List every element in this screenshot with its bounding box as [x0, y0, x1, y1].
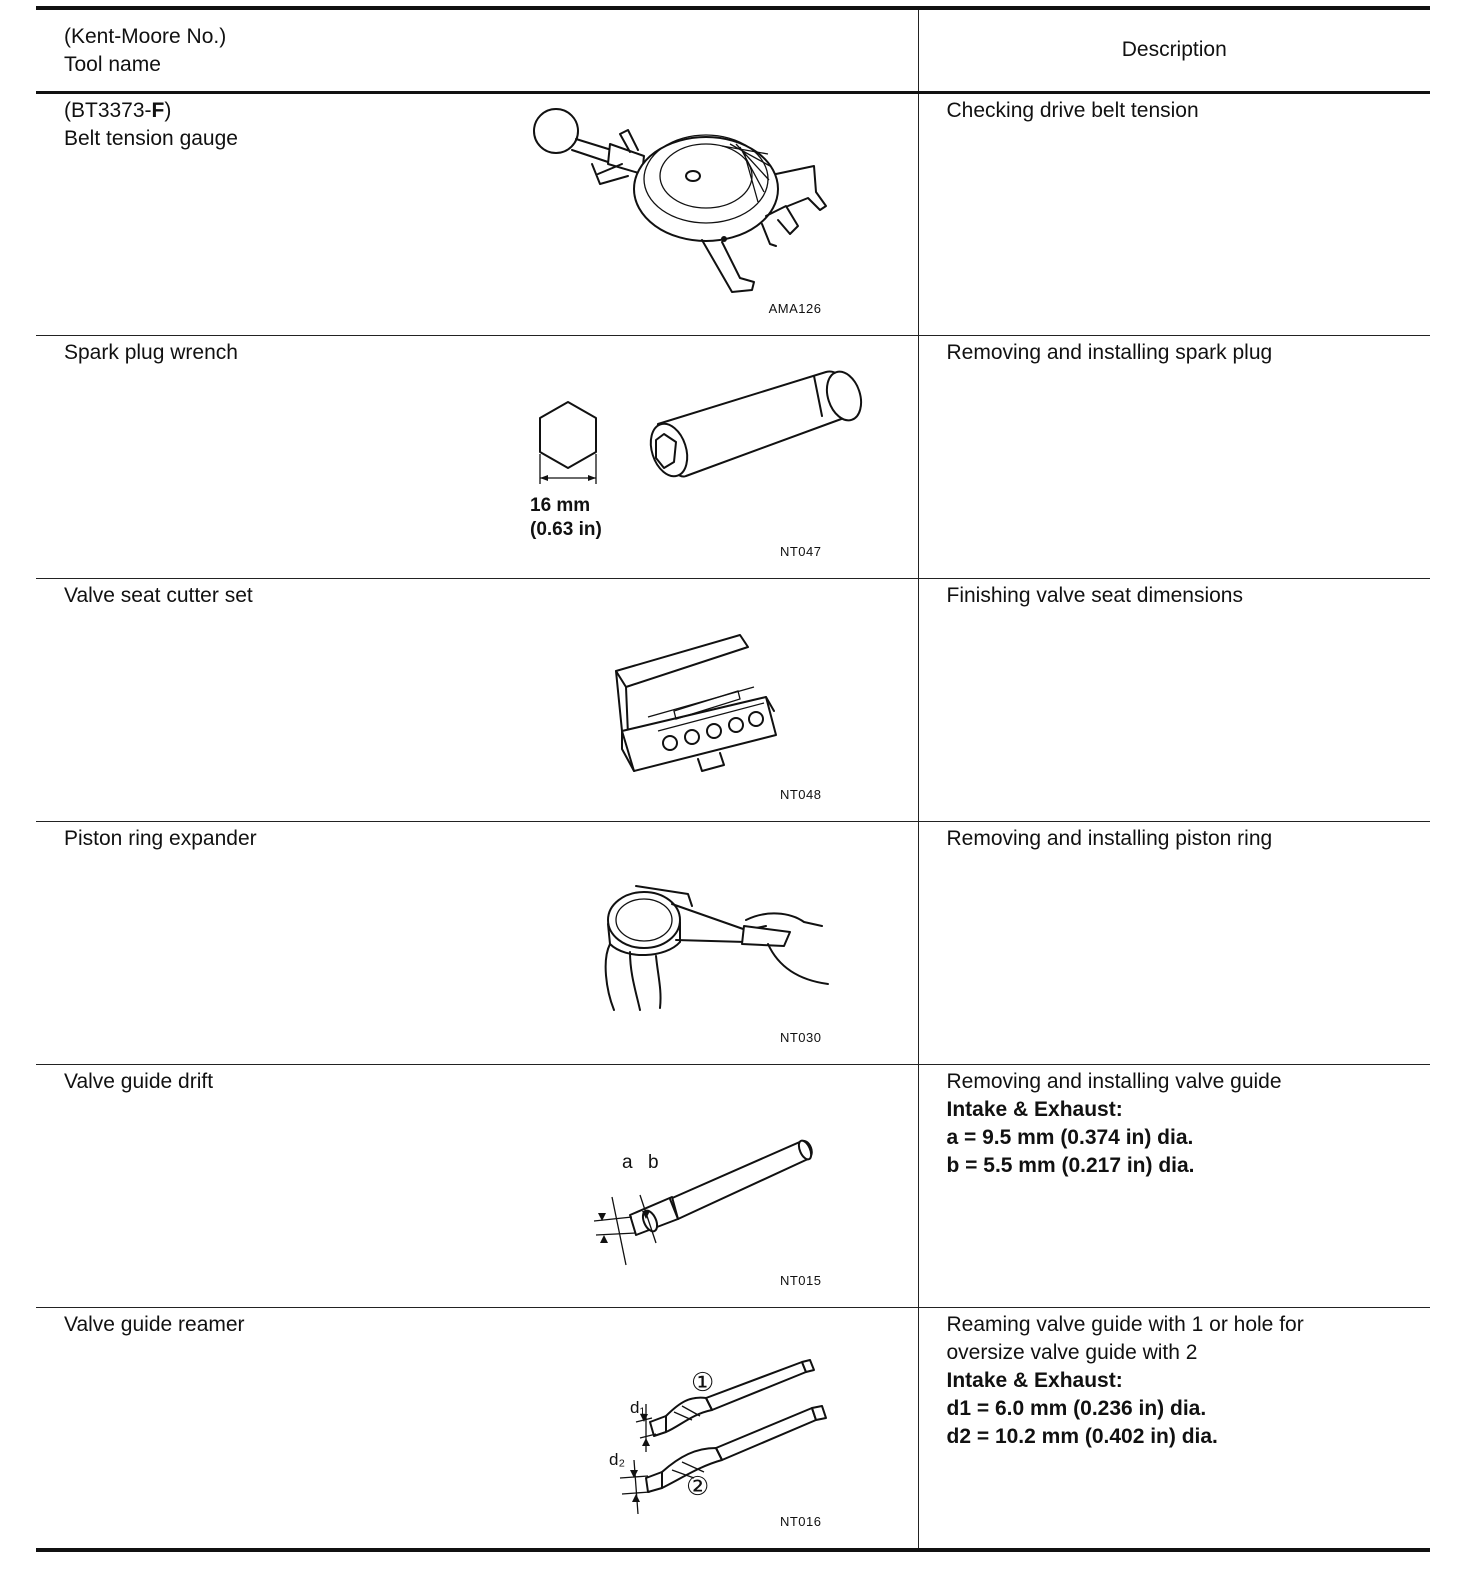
description-cell — [918, 578, 1430, 821]
table-row — [36, 92, 1430, 335]
description-text: Reaming valve guide with 1 or hole for — [946, 1312, 1304, 1336]
tool-name-label: Spark plug wrench — [64, 340, 238, 364]
tool-name-label: Valve seat cutter set — [64, 583, 253, 607]
kent-moore-header: (Kent-Moore No.) — [64, 25, 227, 48]
tool-name — [64, 825, 257, 853]
special-service-tools-page — [36, 6, 1430, 1552]
table-row — [36, 1064, 1430, 1307]
figure-code: NT015 — [779, 1272, 822, 1288]
table-header-row — [36, 8, 1430, 92]
description-text: Checking drive belt tension — [946, 98, 1199, 122]
description-text: Removing and installing piston ring — [946, 826, 1273, 850]
description-cell — [918, 335, 1430, 578]
callout-1: ① — [691, 1366, 715, 1397]
figure-code: NT016 — [779, 1514, 822, 1529]
description-text: oversize valve guide with 2 — [946, 1340, 1198, 1364]
tool-name-label: Valve guide reamer — [64, 1312, 245, 1336]
tool-cell — [36, 1064, 918, 1307]
tool-name-label: Valve guide drift — [64, 1069, 214, 1093]
description-cell — [918, 1064, 1430, 1307]
tool-cell — [36, 335, 918, 578]
figure-code: AMA126 — [768, 300, 822, 316]
tool-name-header: Tool name — [64, 53, 161, 76]
spec-line: d1 = 6.0 mm (0.236 in) dia. — [946, 1396, 1207, 1420]
description-text: Removing and installing valve guide — [946, 1069, 1282, 1093]
tool-name — [64, 1068, 213, 1096]
table-row — [36, 1307, 1430, 1550]
dimension-label-d2: d₂ — [609, 1449, 626, 1469]
tool-name — [64, 582, 253, 610]
spec-line: a = 9.5 mm (0.374 in) dia. — [946, 1125, 1194, 1149]
kent-moore-number: (BT3373-F) — [64, 98, 172, 122]
spec-line: d2 = 10.2 mm (0.402 in) dia. — [946, 1424, 1218, 1448]
belt-tension-gauge-icon — [526, 94, 826, 304]
tool-cell — [36, 821, 918, 1064]
spec-line: b = 5.5 mm (0.217 in) dia. — [946, 1153, 1195, 1177]
tool-cell — [36, 92, 918, 335]
special-service-tools-table — [36, 6, 1430, 1552]
table-row — [36, 578, 1430, 821]
valve-guide-drift-icon — [584, 1125, 824, 1265]
dimension-label-a: a — [622, 1151, 633, 1173]
description-text: Finishing valve seat dimensions — [946, 583, 1243, 607]
tool-cell — [36, 578, 918, 821]
tool-cell — [36, 1307, 918, 1550]
callout-2: ② — [686, 1470, 710, 1501]
spec-title: Intake & Exhaust: — [946, 1097, 1123, 1121]
tool-name-label: Belt tension gauge — [64, 126, 238, 150]
figure-code: NT030 — [779, 1029, 822, 1045]
figure-code: NT047 — [779, 543, 822, 559]
piston-ring-expander-icon — [596, 880, 836, 1020]
description-cell — [918, 92, 1430, 335]
hex-dimension-label: 16 mm (0.63 in) — [530, 494, 602, 540]
description-cell — [918, 1307, 1430, 1550]
spec-title: Intake & Exhaust: — [946, 1368, 1123, 1392]
dimension-label-d1: d₁ — [630, 1397, 646, 1417]
tool-name-label: Piston ring expander — [64, 826, 257, 850]
table-row — [36, 821, 1430, 1064]
dimension-label-b: b — [648, 1151, 659, 1173]
tool-name — [64, 339, 238, 367]
description-column-header: Description — [918, 8, 1430, 92]
valve-seat-cutter-set-icon — [614, 631, 814, 781]
description-cell — [918, 821, 1430, 1064]
table-row — [36, 335, 1430, 578]
tool-column-header — [36, 8, 918, 92]
tool-name — [64, 1311, 245, 1339]
description-text: Removing and installing spark plug — [946, 340, 1273, 364]
tool-name — [64, 97, 238, 153]
figure-code: NT048 — [779, 786, 822, 802]
